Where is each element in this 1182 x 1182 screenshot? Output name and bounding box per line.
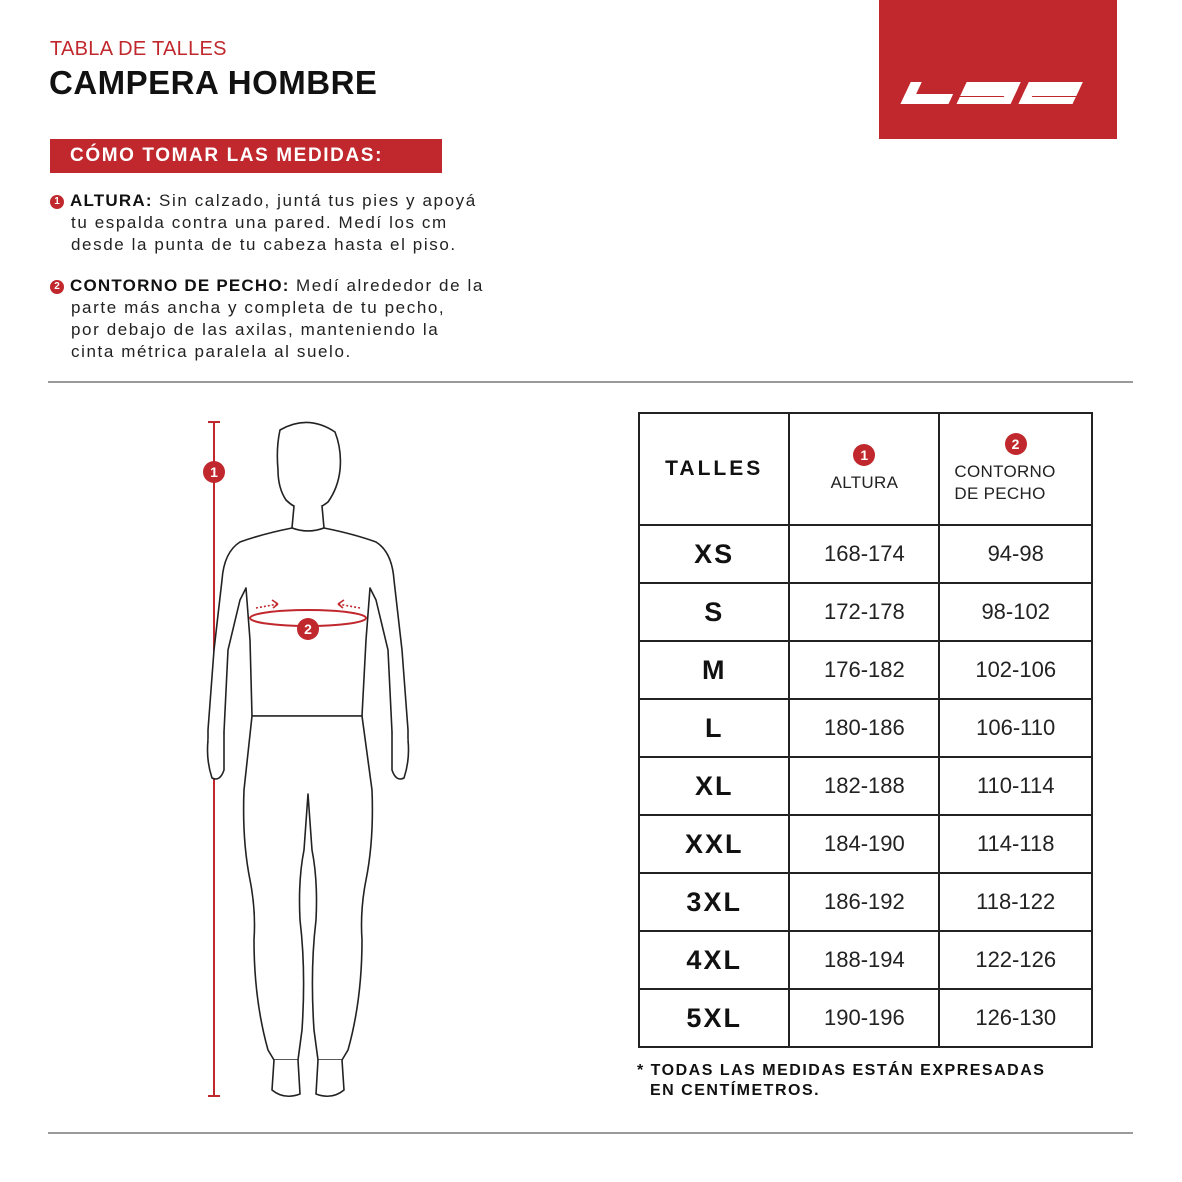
size-cell: 4XL [639, 931, 789, 989]
table-row [639, 583, 1092, 641]
instruction-line: tu espalda contra una pared. Medí los cm [71, 213, 448, 232]
header-pecho-line1: CONTORNO [954, 462, 1056, 481]
header-talles: TALLES [639, 413, 789, 525]
brand-logo [879, 0, 1117, 139]
table-row [639, 931, 1092, 989]
size-cell: XXL [639, 815, 789, 873]
instruction-line [50, 275, 610, 297]
header-altura-label: ALTURA [830, 473, 899, 492]
footnote-line: EN CENTÍMETROS. [650, 1082, 821, 1099]
header-pecho [939, 413, 1092, 525]
instruction-label: CONTORNO DE PECHO: [70, 276, 290, 295]
instruction-line: desde la punta de tu cabeza hasta el piso. [71, 235, 457, 254]
number-badge-icon: 1 [50, 195, 64, 209]
instruction-line [50, 190, 610, 212]
table-row [639, 815, 1092, 873]
pecho-cell: 98-102 [939, 583, 1092, 641]
altura-cell: 190-196 [789, 989, 939, 1047]
size-cell: XL [639, 757, 789, 815]
table-row [639, 873, 1092, 931]
instruction-text: Sin calzado, juntá tus pies y apoyá [159, 191, 477, 210]
number-badge-icon: 2 [1005, 433, 1027, 455]
pecho-cell: 118-122 [939, 873, 1092, 931]
altura-cell: 168-174 [789, 525, 939, 583]
header-pecho-line2: DE PECHO [954, 484, 1046, 503]
instruction-line: por debajo de las axilas, manteniendo la [71, 320, 440, 339]
instruction-line: parte más ancha y completa de tu pecho, [71, 298, 446, 317]
header-altura [789, 413, 939, 525]
number-badge-icon: 1 [853, 444, 875, 466]
pecho-cell: 102-106 [939, 641, 1092, 699]
size-cell: M [639, 641, 789, 699]
size-cell: XS [639, 525, 789, 583]
body-figure [190, 410, 450, 1110]
table-row [639, 525, 1092, 583]
altura-cell: 186-192 [789, 873, 939, 931]
table-row [639, 989, 1092, 1047]
size-cell: L [639, 699, 789, 757]
chest-marker-label: 2 [304, 621, 312, 637]
table-row [639, 641, 1092, 699]
size-cell: S [639, 583, 789, 641]
size-table [638, 412, 1093, 1048]
altura-cell: 182-188 [789, 757, 939, 815]
pecho-cell: 122-126 [939, 931, 1092, 989]
altura-cell: 172-178 [789, 583, 939, 641]
altura-cell: 176-182 [789, 641, 939, 699]
number-badge-icon: 2 [50, 280, 64, 294]
instruction-text: Medí alrededor de la [295, 276, 484, 295]
pecho-cell: 110-114 [939, 757, 1092, 815]
table-row [639, 699, 1092, 757]
altura-cell: 180-186 [789, 699, 939, 757]
page-subtitle: TABLA DE TALLES [50, 38, 227, 60]
size-cell: 5XL [639, 989, 789, 1047]
instruction-line: cinta métrica paralela al suelo. [71, 342, 352, 361]
instruction-label: ALTURA: [70, 191, 153, 210]
page-title: CAMPERA HOMBRE [49, 64, 378, 101]
footnote-line: * TODAS LAS MEDIDAS ESTÁN EXPRESADAS [637, 1062, 1046, 1079]
pecho-cell: 114-118 [939, 815, 1092, 873]
human-body-icon [190, 410, 450, 1110]
pecho-cell: 94-98 [939, 525, 1092, 583]
pecho-cell: 126-130 [939, 989, 1092, 1047]
section-divider [48, 1132, 1133, 1134]
altura-cell: 188-194 [789, 931, 939, 989]
ls2-logo-icon [879, 0, 1117, 139]
table-row [639, 757, 1092, 815]
instruction-chest [50, 275, 610, 363]
section-divider [48, 381, 1133, 383]
height-marker-label: 1 [210, 464, 218, 480]
instruction-height [50, 190, 610, 256]
pecho-cell: 106-110 [939, 699, 1092, 757]
table-header-row [639, 413, 1092, 525]
footnote [637, 1061, 1045, 1101]
altura-cell: 184-190 [789, 815, 939, 873]
size-cell: 3XL [639, 873, 789, 931]
how-to-measure-heading: CÓMO TOMAR LAS MEDIDAS: [50, 139, 442, 173]
